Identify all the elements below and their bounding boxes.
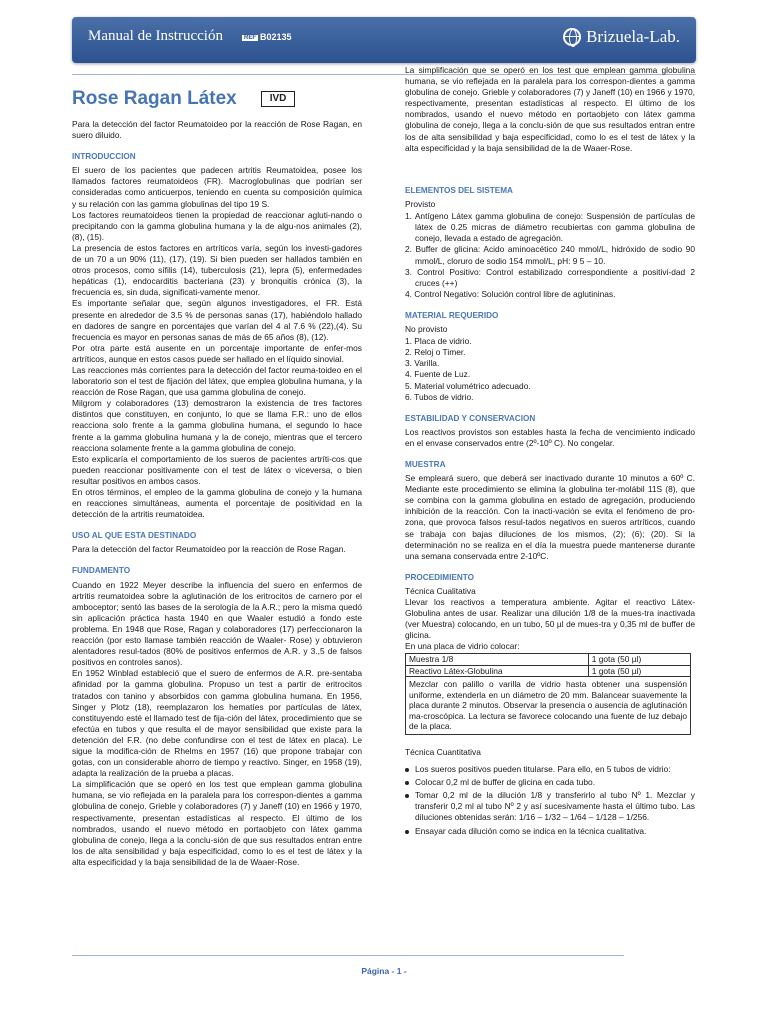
manual-title: Manual de Instrucción (88, 28, 223, 44)
doc-title-row (72, 88, 362, 110)
estabilidad-heading: ESTABILIDAD Y CONSERVACION (405, 413, 536, 423)
cuantitativa-list (405, 764, 695, 837)
spacer (405, 735, 695, 747)
doc-title: Rose Ragan Látex (72, 88, 237, 109)
brand-name: Brizuela-Lab. (586, 27, 680, 46)
intro-p8: Esto explicaría el comportamiento de los sueros de pacientes artríti-cos que pueden reaccionar positivamente con el test de látex o viceversa, o bien resultar positivos en ambos casos. (72, 453, 362, 486)
intro-p4: Es importante señalar que, según algunos investigadores, el FR. Está presente en alrededor de 3.5 % de personas sanas (17), habiéndolo hallado en dadores de sangre en porcentajes que varían del 4 al 7.6 % (22),(4). Su frecuencia es mayor en personas sanas de más de 65 años (8), (12). (72, 298, 362, 342)
placa-table (405, 653, 691, 735)
intro-p2: Los factores reumatoideos tienen la propiedad de reaccionar agluti-nando o precipitando con la gamma globulina humana y la de algu-nos animales (2), (8), (15). (72, 209, 362, 242)
cualitativa-title: Técnica Cualitativa (405, 585, 476, 596)
material-sub: No provisto (405, 324, 448, 335)
table-note: Mezclar con palillo o varilla de vidrio hasta obtener una suspensión uniforme, extenderla en un diámetro de 20 mm. Balancear suavemente la placa durante 2 minutos. Observar la presencia o ausencia de aglutinación ma-croscópica. La lectura se favorece colocando una fuente de luz debajo de la placa. (406, 677, 691, 735)
intro-p3: La presencia de estos factores en artríticos varía, según los investi-gadores de un 70 a un 90% (11), (17), (19). Si bien pueden ser hallados también en otros procesos, como sífilis (14), tuberculosis (21), lepra (5), enfermedades hepáticas (1), endocarditis bacteriana (23) y bronquitis crónica (3), la frecuencia es, sin duda, significati-vamente menor. (72, 242, 362, 298)
uso-text: Para la detección del factor Reumatoideo por la reacción de Rose Ragan. (72, 544, 346, 555)
intro-p9: En otros términos, el empleo de la gamma globulina de conejo y la humana en reacciones simultáneas, aumenta el porcentaje de positividad en la detección de la artritis reumatoidea. (72, 487, 362, 520)
fundamento-p2: En 1952 Winblad estableció que el suero de enfermos de A.R. pre-sentaba afinidad por la gamma globulina. Propuso un test a partir de eritrocitos tratados con tanino y absorbidos con gamma globulina humana. En 1956, Singer y Plotz (18), reemplazaron los hematíes por partículas de látex, constituyendo esté el llamado test de fija-ción del látex, procedimiento que se efectúa en tubos y que resulta el de mayor sensibilidad que existe para la detención del F.R. (no debe confundirse con el test de látex en placa). Le sigue la modifica-ción de Rhelms en 1957 (16) que propone trabajar con gotas, con un considerable ahorro de tiempo y reactivo. Singer, en 1958 (19), adapta la realización de la prueba a placas. (72, 668, 362, 779)
intro-p5: Por otra parte está ausente en un porcentaje importante de enfer-mos artríticos, aunque en estos casos puede ser hallado en el líquido sinovial. (72, 342, 362, 364)
table-cell: 1 gota (50 µl) (588, 654, 690, 666)
ivd-badge: IVD (261, 91, 296, 107)
elementos-list (405, 211, 695, 300)
estabilidad-text: Los reactivos provistos son estables hasta la fecha de vencimiento indicado en el envase conservados entre (2º-10º C). No congelar. (405, 426, 695, 448)
list-item: 4. Control Negativo: Solución control libre de aglutininas. (405, 288, 616, 299)
ref-number: B02135 (260, 32, 292, 42)
list-item: 5. Material volumétrico adecuado. (405, 380, 531, 391)
fundamento-p1: Cuando en 1922 Meyer describe la influencia del suero en enfermos de artritis reumatoidea sobre la aglutinación de los eritrocitos de carnero por el amboceptor; sentó las bases de la serología de la A.R.; pero la misma quedó sin aplicación práctica hasta 1940 en que Waaler estudió a fondo este problema. En 1948 que Rose, Ragan y colaboradores (17) perfeccionaron la reacción (por esto llamase también reacción de Waaler- Rose) y obtuvieron alentadores resul-tados (80% de positivos enfermos de A.R. y 3.,5 de falsos positivos en controles sanos). (72, 579, 362, 668)
material-list (405, 336, 695, 403)
doc-subtitle: Para la detección del factor Reumatoideo por la reacción de Rose Ragan, en suero diluido. (72, 119, 362, 141)
list-item: 2. Reloj o Timer. (405, 347, 466, 358)
ref-code (242, 32, 292, 42)
uso-heading: USO AL QUE ESTA DESTINADO (72, 531, 197, 541)
list-item: Tomar 0,2 ml de la dilución 1/8 y transferirlo al tubo Nº 1. Mezclar y transferir 0,2 ml al tubo Nº 2 y así sucesivamente hasta el último tubo. Las diluciones obtenidas serán: 1/16 – 1/32 – 1/64 – 1/128 – 1/256. (405, 790, 695, 823)
list-item: 2. Buffer de glicina: Acido aminoacético 240 mmol/L, hidróxido de sodio 90 mmol/L, cloruro de sodio 154 mmol/L, pH: 9 5 – 10. (405, 244, 695, 266)
ref-tag: REF (244, 34, 256, 41)
globe-icon (563, 28, 581, 46)
intro-p7: Milgrom y colaboradores (13) demostraron la existencia de tres factores distintos que constituyen, en conjunto, lo que se llama F.R.: uno de ellos reacciona solo frente a la gamma globulina humana, el segundo lo hace frente a la gamma globulina humana y la de conejo, mientras que el tercero reacciona solamente frente a la gamma globulina de conejo. (72, 398, 362, 453)
cuantitativa-title: Técnica Cuantitativa (405, 746, 481, 757)
list-item: Ensayar cada dilución como se indica en la técnica cualitativa. (405, 826, 695, 837)
material-heading: MATERIAL REQUERIDO (405, 310, 499, 320)
left-column (72, 88, 362, 867)
fundamento-p3-cont (405, 65, 695, 175)
header-bar (72, 17, 696, 63)
list-item: 4. Fuente de Luz. (405, 369, 471, 380)
table-cell: 1 gota (50 µl) (588, 665, 690, 677)
muestra-text: Se empleará suero, que deberá ser inactivado durante 10 minutos a 60º C. Mediante este procedimiento se elimina la globulina ter-molábil 11S (8), que se combina con la gamma globulina en estado de agregación, produciendo inhibición de la reacción. Con la inacti-vación se evita el fenómeno de pro-zona, que provoca falsos resul-tados negativos en sueros artríticos, cuando se trabaja con bajas diluciones de los mismos, (2); (6); (20). Si la determinación no se realiza en el día la muestra puede mantenerse durante una semana conservada entre 2-10ºC. (405, 473, 695, 561)
table-cell: Reactivo Látex-Globulina (406, 665, 589, 677)
list-item: 3. Control Positivo: Control estabilizado correspondiente a positivi-dad 2 cruces (++) (405, 266, 695, 288)
list-item: 1. Antígeno Látex gamma globulina de conejo: Suspensión de partículas de látex de 0.25 micras de diámetro recubiertas con gamma globulina de conejo, llevada a estado de agregación. (405, 211, 695, 244)
list-item: 6. Tubos de vidrio. (405, 391, 474, 402)
page-number: Página - 1 - (361, 966, 407, 976)
list-item: Los sueros positivos pueden titularse. Para ello, en 5 tubos de vidrio: (405, 764, 695, 775)
fundamento-p3-start: La simplificación que se operó en los test que emplean gamma globulina humana, se vio reflejada en la paralela para los correspon-dientes a gamma globulina de conejo. Grieble y colaboradores (7) y Janeff (10) en 1966 y 1970, respectivamente, presentan estadísticas al respecto. El último de los nombrados, usando el nuevo método en portaobjeto con látex gamma globulina de conejo, llega a la conclu-sión de que sus resultados entran entre los de alta sensibilidad y baja especificidad, como lo es el test de látex y la alta especificidad y la baja sensibilidad de la de Waaer-Rose. (72, 779, 362, 867)
muestra-heading: MUESTRA (405, 459, 446, 469)
table-row (406, 665, 691, 677)
list-item: 1. Placa de vidrio. (405, 336, 472, 347)
table-row (406, 654, 691, 666)
table-cell: Muestra 1/8 (406, 654, 589, 666)
right-column (405, 65, 695, 839)
bottom-divider (72, 955, 624, 956)
list-item: 3. Varilla. (405, 358, 440, 369)
list-item: Colocar 0,2 ml de buffer de glicina en cada tubo. (405, 777, 695, 788)
elementos-sub: Provisto (405, 199, 436, 210)
brand-logo (563, 27, 680, 47)
cualitativa-text: Llevar los reactivos a temperatura ambiente. Agitar el reactivo Látex-Globulina antes de usar. Realizar una dilución 1/8 de la mues-tra inactivada (ver Muestra) colocando, en un tubo, 50 µl de mues-tra y 0,35 ml de buffer de glicina. (405, 597, 695, 641)
procedimiento-heading: PROCEDIMIENTO (405, 572, 474, 582)
table-row (406, 677, 691, 735)
intro-p1: El suero de los pacientes que padecen artritis Reumatoidea, posee los llamados factores reumatoideos (FR). Macroglobulinas que podrían ser consideradas como anticuerpos, teniendo en cuenta su composición química y su relación con las gamma globulinas del tipo 19 S. (72, 165, 362, 209)
placa-intro: En una placa de vidrio colocar: (405, 641, 520, 652)
intro-p6: Las reacciones más corrientes para la detección del factor reuma-toideo en el laboratorio son el test de fijación del látex, que emplea globulina humana, y la reacción de Rose Ragan, que usa gamma globulina de conejo. (72, 364, 362, 398)
fundamento-p3-text: La simplificación que se operó en los test que emplean gamma globulina humana, se vio reflejada en la paralela para los correspon-dientes a gamma globulina de conejo. Grieble y colaboradores (7) y Janeff (10) en 1966 y 1970, respectivamente, presentan estadísticas al respecto. El último de los nombrados, usando el nuevo método en portaobjeto con látex gamma globulina de conejo, llega a la conclu-sión de que sus resultados entran entre los de alta sensibilidad y baja especificidad, como lo es el test de látex y la alta especificidad y la baja sensibilidad de la de Waaer-Rose. (405, 65, 695, 153)
elementos-heading: ELEMENTOS DEL SISTEMA (405, 186, 513, 195)
intro-heading: INTRODUCCION (72, 152, 136, 162)
fundamento-heading: FUNDAMENTO (72, 566, 131, 576)
